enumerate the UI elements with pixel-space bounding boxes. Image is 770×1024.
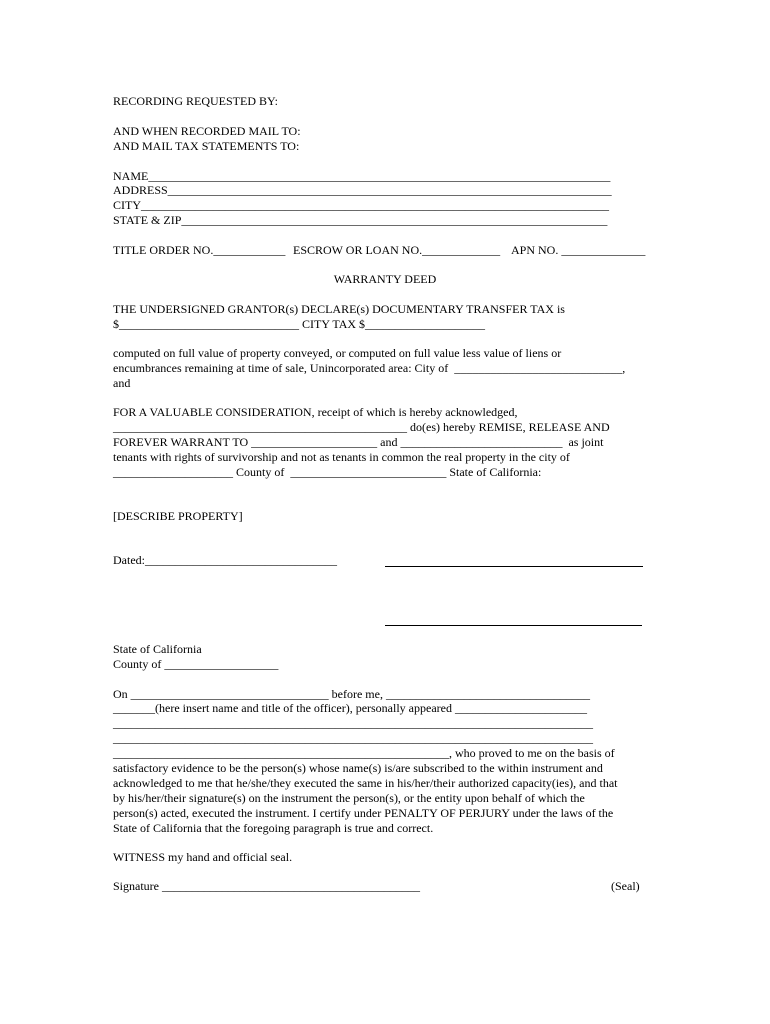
state-zip-field[interactable]: STATE & ZIP_______________________________________________________________________ <box>113 213 608 227</box>
grantor-signature-line-2[interactable] <box>385 625 642 626</box>
transfer-tax-declaration: THE UNDERSIGNED GRANTOR(s) DECLARE(s) DOCUMENTARY TRANSFER TAX is <box>113 302 565 316</box>
notary-body-1: satisfactory evidence to be the person(s) whose name(s) is/are subscribed to the within instrument and <box>113 761 603 775</box>
notary-body-5: State of California that the foregoing paragraph is true and correct. <box>113 821 434 835</box>
document-title: WARRANTY DEED <box>333 272 437 286</box>
name-field[interactable]: NAME_____________________________________________________________________________ <box>113 169 611 183</box>
appeared-blank-2[interactable]: ________________________________________________________________________________ <box>113 731 593 745</box>
consideration-text-4: tenants with rights of survivorship and not as tenants in common the real property in the city of <box>113 450 570 464</box>
notary-on-line[interactable]: On _________________________________ before me, __________________________________ <box>113 687 590 701</box>
seal-label: (Seal) <box>611 879 640 893</box>
mail-tax-label: AND MAIL TAX STATEMENTS TO: <box>113 139 300 153</box>
tax-amount-fields[interactable]: $______________________________ CITY TAX $____________________ <box>113 317 486 331</box>
grantee-fields[interactable]: FOREVER WARRANT TO _____________________ and ___________________________ as joint <box>113 435 604 449</box>
grantor-field[interactable]: _________________________________________________ do(es) hereby REMISE, RELEASE AND <box>113 420 610 434</box>
city-county-fields[interactable]: ____________________ County of __________________________ State of California: <box>113 465 542 479</box>
computed-text-3: and <box>113 376 131 390</box>
proved-line[interactable]: ________________________________________________________, who proved to me on the basis of <box>113 746 615 760</box>
describe-property: [DESCRIBE PROPERTY] <box>113 509 243 523</box>
officer-insert-line[interactable]: _______(here insert name and title of the officer), personally appeared ______________________ <box>113 701 587 715</box>
witness-statement: WITNESS my hand and official seal. <box>113 850 293 864</box>
appeared-blank-1[interactable]: ________________________________________________________________________________ <box>113 716 593 730</box>
notary-body-2: acknowledged to me that he/she/they executed the same in his/her/their authorized capacity(ies), and that <box>113 776 618 790</box>
city-field[interactable]: CITY______________________________________________________________________________ <box>113 198 609 212</box>
notary-body-3: by his/her/their signature(s) on the instrument the person(s), or the entity upon behalf of which the <box>113 791 585 805</box>
title-order-field[interactable]: TITLE ORDER NO.____________ <box>113 243 286 257</box>
apn-field[interactable]: APN NO. ______________ <box>511 243 646 257</box>
grantor-signature-line-1[interactable] <box>385 566 643 567</box>
computed-text-1: computed on full value of property conveyed, or computed on full value less value of liens or <box>113 346 562 360</box>
mail-to-label: AND WHEN RECORDED MAIL TO: <box>113 124 301 138</box>
dated-field[interactable]: Dated:________________________________ <box>113 553 337 567</box>
escrow-loan-field[interactable]: ESCROW OR LOAN NO._____________ <box>293 243 501 257</box>
consideration-text-1: FOR A VALUABLE CONSIDERATION, receipt of which is hereby acknowledged, <box>113 405 518 419</box>
recording-requested-by: RECORDING REQUESTED BY: <box>113 94 278 108</box>
notary-state: State of California <box>113 642 202 656</box>
computed-text-2[interactable]: encumbrances remaining at time of sale, Unincorporated area: City of ____________________________, <box>113 361 626 375</box>
notary-body-4: person(s) acted, executed the instrument. I certify under PENALTY OF PERJURY under the laws of the <box>113 806 614 820</box>
notary-signature-field[interactable]: Signature ___________________________________________ <box>113 879 420 893</box>
address-field[interactable]: ADDRESS__________________________________________________________________________ <box>113 183 612 197</box>
notary-county-field[interactable]: County of ___________________ <box>113 657 279 671</box>
